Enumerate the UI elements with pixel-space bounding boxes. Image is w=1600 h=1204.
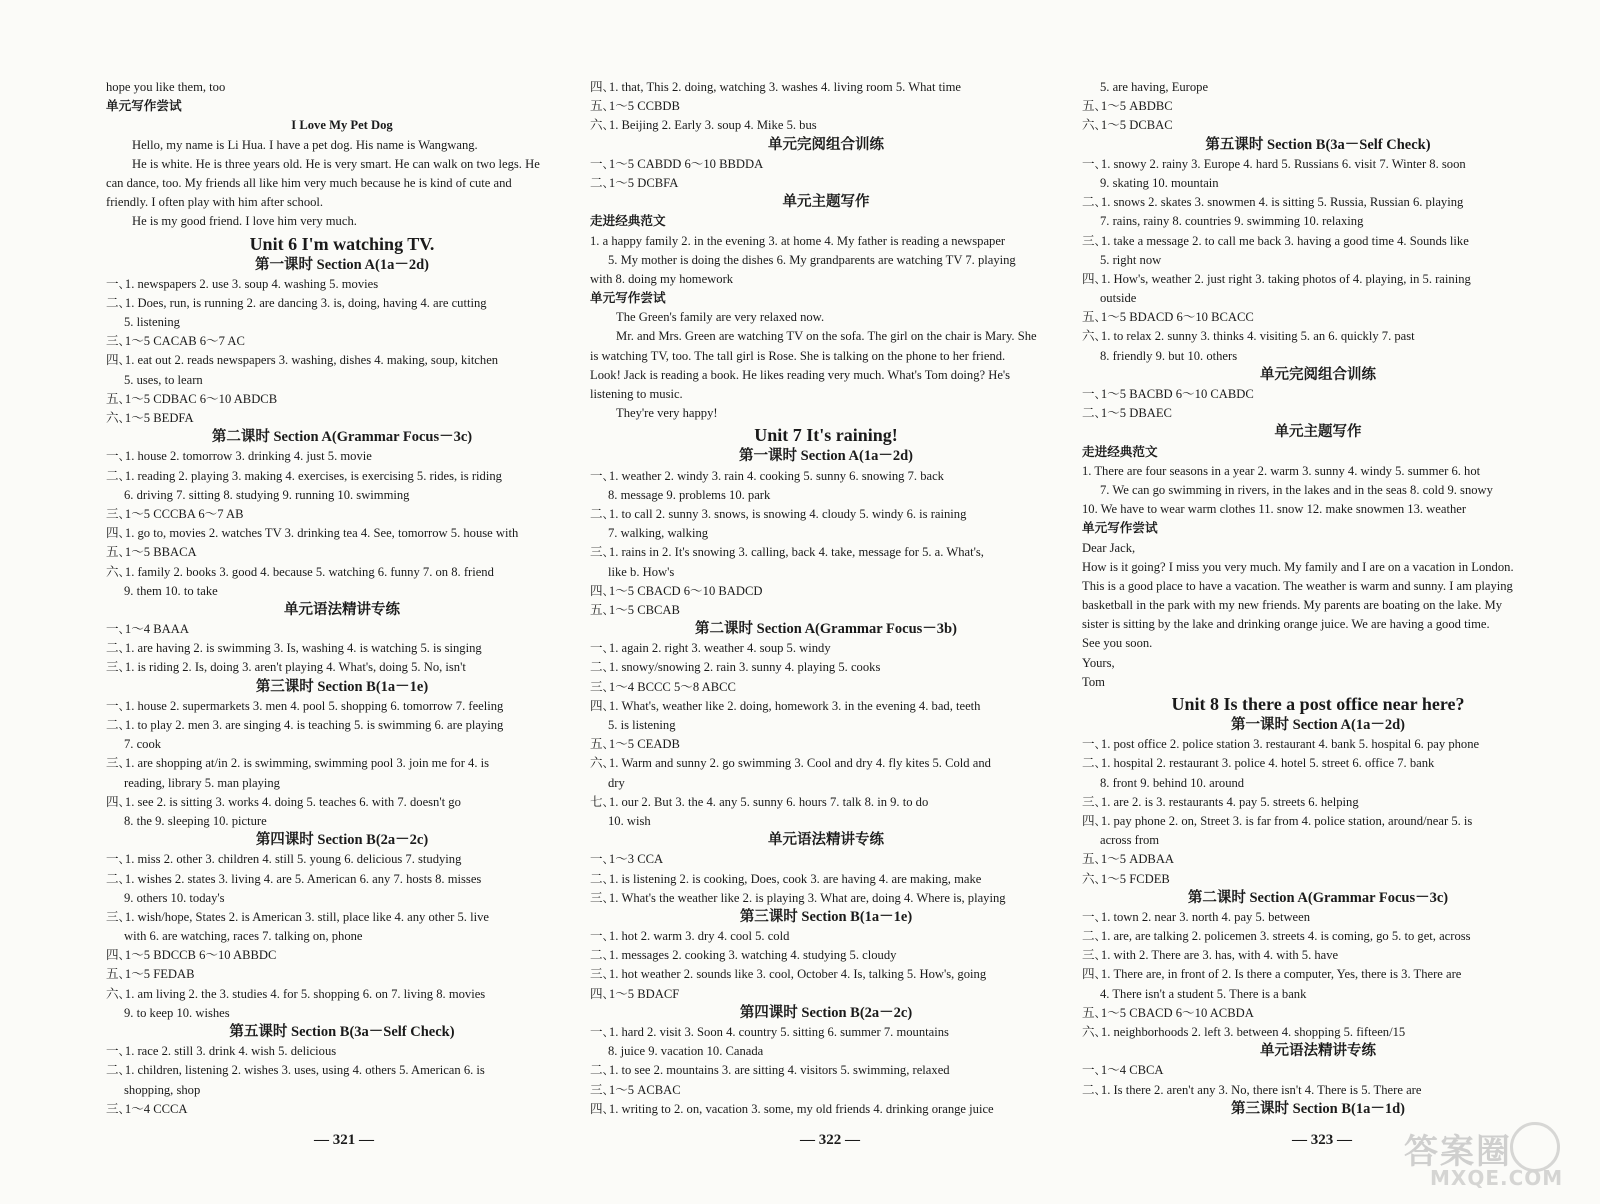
- answer-line: 五､1～5 CBCAB: [590, 602, 680, 617]
- section-heading: 单元主题写作: [1274, 424, 1362, 441]
- answer-line: Tom: [1082, 674, 1105, 689]
- answer-line: shopping, shop: [124, 1082, 201, 1097]
- answer-line: 8. friendly 9. but 10. others: [1100, 348, 1238, 363]
- answer-line: 二､1. are, are talking 2. policemen 3. streets 4. is coming, go 5. to get, across: [1082, 929, 1471, 944]
- answer-line: Look! Jack is reading a book. He likes reading very much. What's Tom doing? He's: [590, 367, 1011, 382]
- answer-line: 7. walking, walking: [608, 526, 709, 541]
- answer-line: 四､1. There are, in front of 2. Is there a computer, Yes, there is 3. There are: [1082, 967, 1462, 982]
- answer-line: 1. There are four seasons in a year 2. warm 3. sunny 4. windy 5. summer 6. hot: [1082, 463, 1481, 478]
- answer-line: 5. right now: [1100, 252, 1162, 267]
- answer-line: 一､1. race 2. still 3. drink 4. wish 5. delicious: [106, 1044, 337, 1059]
- answer-line: 二､1～5 DBAEC: [1082, 406, 1172, 421]
- answer-line: 五､1～5 ADBAA: [1082, 852, 1175, 867]
- answer-line: 五､1～5 BBACA: [106, 545, 197, 560]
- answer-line: 7. We can go swimming in rivers, in the lakes and in the seas 8. cold 9. snowy: [1100, 482, 1493, 497]
- answer-line: 一､1～4 BAAA: [106, 622, 189, 637]
- answer-line: 四､1～5 BDACF: [590, 986, 680, 1001]
- answer-line: 五､1～5 CDBAC 6～10 ABDCB: [106, 391, 278, 406]
- answer-line: 三､1～4 BCCC 5～8 ABCC: [590, 679, 736, 694]
- answer-line: 一､1. miss 2. other 3. children 4. still 5. young 6. delicious 7. studying: [106, 852, 462, 867]
- answer-line: 9. them 10. to take: [124, 583, 218, 598]
- answer-line: 三､1. What's the weather like 2. is playing 3. What are, doing 4. Where is, playing: [590, 890, 1006, 905]
- answer-line: with 8. doing my homework: [590, 271, 734, 286]
- answer-line: 五､1～5 BDACD 6～10 BCACC: [1082, 310, 1254, 325]
- answer-line: 7. cook: [124, 737, 162, 752]
- answer-line: They're very happy!: [616, 406, 718, 421]
- answer-line: 一､1～5 BACBD 6～10 CABDC: [1082, 387, 1254, 401]
- answer-line: 五､1～5 CCBDB: [590, 99, 680, 114]
- answer-line: 一､1. post office 2. police station 3. restaurant 4. bank 5. hospital 6. pay phone: [1082, 737, 1480, 752]
- answer-line: 二､1. is listening 2. is cooking, Does, cook 3. are having 4. are making, make: [590, 871, 982, 886]
- answer-line: 四､1. pay phone 2. on, Street 3. is far from 4. police station, around/near 5. is: [1082, 813, 1473, 828]
- lesson-heading: 第五课时 Section B(3a－Self Check): [229, 1024, 455, 1040]
- answer-line: 四､1. go to, movies 2. watches TV 3. drinking tea 4. See, tomorrow 5. house with: [106, 526, 519, 541]
- answer-line: hope you like them, too: [106, 80, 226, 94]
- page-number-322: — 322 —: [800, 1132, 860, 1148]
- watermark-logo-text: 答案圈: [1404, 1132, 1512, 1172]
- answer-line: 四､1. that, This 2. doing, watching 3. washes 4. living room 5. What time: [590, 80, 962, 94]
- answer-line: 5. are having, Europe: [1100, 80, 1209, 94]
- answer-line: 四､1. How's, weather 2. just right 3. taking photos of 4. playing, in 5. raining: [1082, 271, 1471, 286]
- answer-line: 三､1～5 ACBAC: [590, 1082, 681, 1097]
- answer-line: Mr. and Mrs. Green are watching TV on the sofa. The girl on the chair is Mary. She: [616, 329, 1037, 344]
- answer-line: 一､1～5 CABDD 6～10 BBDDA: [590, 156, 764, 171]
- section-heading: 单元完阅组合训练: [1260, 366, 1376, 383]
- answer-line: 四､1. eat out 2. reads newspapers 3. washing, dishes 4. making, soup, kitchen: [106, 353, 499, 368]
- answer-line: 三､1. with 2. There are 3. has, with 4. with 5. have: [1082, 948, 1339, 963]
- answer-line: 8. the 9. sleeping 10. picture: [124, 813, 267, 828]
- answer-line: 4. There isn't a student 5. There is a bank: [1100, 986, 1307, 1001]
- answer-line: 三､1～5 CACAB 6～7 AC: [106, 334, 245, 349]
- answer-line: 六､1～5 FCDEB: [1082, 871, 1170, 886]
- answer-line: 一､1. newspapers 2. use 3. soup 4. washing 5. movies: [106, 276, 379, 291]
- answer-line: reading, library 5. man playing: [124, 775, 280, 790]
- answer-line: 8. front 9. behind 10. around: [1100, 775, 1245, 790]
- answer-line: See you soon.: [1082, 636, 1153, 651]
- answer-line: 5. is listening: [608, 718, 676, 732]
- answer-line: 一､1. hard 2. visit 3. Soon 4. country 5. sitting 6. summer 7. mountains: [590, 1025, 949, 1039]
- subsection-label: 走进经典范文: [1082, 444, 1158, 459]
- answer-line: 六､1. family 2. books 3. good 4. because 5. watching 6. funny 7. on 8. friend: [106, 564, 494, 579]
- unit-title: Unit 8 Is there a post office near here?: [1171, 694, 1465, 714]
- answer-line: 三､1. take a message 2. to call me back 3. having a good time 4. Sounds like: [1082, 233, 1469, 248]
- answer-line: He is my good friend. I love him very much.: [132, 214, 357, 229]
- answer-line: 五､1～5 FEDAB: [106, 967, 195, 982]
- subsection-label: 单元写作尝试: [1082, 521, 1158, 536]
- subsection-label: 走进经典范文: [590, 214, 666, 229]
- unit-title: Unit 7 It's raining!: [754, 425, 898, 446]
- watermark-site-text: MXQE.COM: [1430, 1166, 1564, 1190]
- answer-line: 9. others 10. today's: [124, 890, 225, 905]
- page-number-323: — 323 —: [1292, 1132, 1352, 1148]
- answer-line: 5. My mother is doing the dishes 6. My grandparents are watching TV 7. playing: [608, 252, 1016, 267]
- watermark-logo: [1392, 1122, 1582, 1194]
- answer-line: 三､1. is riding 2. Is, doing 3. aren't playing 4. What's, doing 5. No, isn't: [106, 660, 466, 675]
- answer-line: 六､1～5 BEDFA: [106, 411, 194, 425]
- lesson-heading: 第一课时 Section A(1a－2d): [255, 256, 429, 273]
- answer-line: is watching TV, too. The tall girl is Rose. She is talking on the phone to her friend.: [590, 348, 1006, 363]
- answer-line: 二､1. wishes 2. states 3. living 4. are 5. American 6. any 7. hosts 8. misses: [106, 871, 482, 886]
- answer-line: 10. wish: [608, 813, 651, 828]
- answer-line: 三､1～4 CCCA: [106, 1101, 188, 1116]
- unit-title: Unit 6 I'm watching TV.: [249, 233, 435, 254]
- answer-line: outside: [1100, 291, 1137, 306]
- answer-line: with 6. are watching, races 7. talking on, phone: [124, 929, 363, 944]
- answer-line: 二､1. to play 2. men 3. are singing 4. is teaching 5. is swimming 6. are playing: [106, 718, 504, 732]
- answer-line: 四､1. What's, weather like 2. doing, homework 3. in the evening 4. bad, teeth: [590, 698, 981, 713]
- answer-line: 5. uses, to learn: [124, 372, 203, 387]
- answer-line: 三､1. hot weather 2. sounds like 3. cool, October 4. Is, talking 5. How's, going: [590, 967, 987, 982]
- answer-line: 7. rains, rainy 8. countries 9. swimming 10. relaxing: [1100, 214, 1364, 229]
- answer-line: 四､1～5 CBACD 6～10 BADCD: [590, 583, 763, 598]
- answer-line: 三､1. rains in 2. It's snowing 3. calling, back 4. take, message for 5. a. What's,: [590, 545, 984, 560]
- lesson-heading: 第四课时 Section B(2a－2c): [255, 832, 429, 849]
- lesson-heading: 第一课时 Section A(1a－2d): [739, 448, 913, 465]
- answer-line: 三､1～5 CCCBA 6～7 AB: [106, 506, 244, 521]
- answer-line: 二､1. to call 2. sunny 3. snows, is snowing 4. cloudy 5. windy 6. is raining: [590, 506, 967, 521]
- answer-line: 8. juice 9. vacation 10. Canada: [608, 1044, 764, 1059]
- answer-line: 六､1～5 DCBAC: [1082, 118, 1173, 133]
- answer-line: 二､1. hospital 2. restaurant 3. police 4. hotel 5. street 6. office 7. bank: [1082, 756, 1435, 771]
- essay-title: I Love My Pet Dog: [291, 118, 393, 133]
- column-page-322: [590, 78, 1062, 1119]
- answer-line: basketball in the park with my new friends. My parents are boating on the lake. My: [1082, 598, 1503, 613]
- answer-line: Hello, my name is Li Hua. I have a pet dog. His name is Wangwang.: [132, 137, 478, 152]
- watermark-circle-icon: [1510, 1122, 1560, 1172]
- section-heading: 单元完阅组合训练: [768, 136, 884, 153]
- page-number-321: — 321 —: [314, 1132, 374, 1148]
- answer-line: 二､1. snowy/snowing 2. rain 3. sunny 4. playing 5. cooks: [590, 660, 881, 675]
- answer-line: 六､1. Warm and sunny 2. go swimming 3. Cool and dry 4. fly kites 5. Cold and: [590, 756, 991, 771]
- lesson-heading: 第四课时 Section B(2a－2c): [739, 1004, 913, 1021]
- lesson-heading: 第三课时 Section B(1a－1e): [739, 908, 913, 925]
- answer-line: 二､1. messages 2. cooking 3. watching 4. studying 5. cloudy: [590, 948, 897, 963]
- column-page-323: [1082, 78, 1554, 1119]
- answer-line: listening to music.: [590, 387, 683, 401]
- answer-line: 五､1～5 CBACD 6～10 ACBDA: [1082, 1005, 1254, 1020]
- lesson-heading: 第一课时 Section A(1a－2d): [1231, 717, 1405, 733]
- answer-line: 二､1. reading 2. playing 3. making 4. exercises, is exercising 5. rides, is riding: [106, 468, 502, 483]
- answer-line: 10. We have to wear warm clothes 11. snow 12. make snowmen 13. weather: [1082, 502, 1467, 517]
- section-heading: 单元语法精讲专练: [284, 601, 400, 618]
- answer-line: like b. How's: [608, 564, 675, 579]
- answer-line: How is it going? I miss you very much. My family and I are on a vacation in London.: [1082, 559, 1514, 574]
- answer-line: 二､1. to see 2. mountains 3. are sitting 4. visitors 5. swimming, relaxed: [590, 1063, 950, 1078]
- answer-line: 二､1～5 DCBFA: [590, 175, 679, 190]
- section-heading: 单元语法精讲专练: [768, 832, 884, 849]
- answer-line: 七､1. our 2. But 3. the 4. any 5. sunny 6. hours 7. talk 8. in 9. to do: [590, 794, 929, 809]
- subsection-label: 单元写作尝试: [106, 99, 182, 114]
- answer-line: 三､1. are shopping at/in 2. is swimming, swimming pool 3. join me for 4. is: [106, 756, 490, 771]
- answer-line: 二､1. children, listening 2. wishes 3. uses, using 4. others 5. American 6. is: [106, 1063, 485, 1078]
- answer-line: sister is sitting by the lake and drinking orange juice. We are having a good time.: [1082, 617, 1490, 632]
- lesson-heading: 第五课时 Section B(3a－Self Check): [1205, 136, 1431, 153]
- answer-line: 一､1. snowy 2. rainy 3. Europe 4. hard 5. Russians 6. visit 7. Winter 8. soon: [1082, 156, 1466, 171]
- answer-line: 六､1. am living 2. the 3. studies 4. for 5. shopping 6. on 7. living 8. movies: [106, 986, 486, 1001]
- answer-line: 五､1～5 CEADB: [590, 737, 680, 752]
- answer-line: Yours,: [1082, 655, 1115, 670]
- answer-line: 二､1. are having 2. is swimming 3. Is, washing 4. is watching 5. is singing: [106, 641, 482, 656]
- section-heading: 单元主题写作: [782, 194, 870, 211]
- answer-line: 一､1. house 2. supermarkets 3. men 4. pool 5. shopping 6. tomorrow 7. feeling: [106, 698, 504, 713]
- answer-line: 二､1. Is there 2. aren't any 3. No, there isn't 4. There is 5. There are: [1082, 1082, 1422, 1097]
- subsection-label: 单元写作尝试: [590, 291, 666, 306]
- answer-line: He is white. He is three years old. He is very smart. He can walk on two legs. He: [132, 156, 540, 171]
- answer-line: 四､1. see 2. is sitting 3. works 4. doing 5. teaches 6. with 7. doesn't go: [106, 794, 461, 809]
- answer-line: 一､1. again 2. right 3. weather 4. soup 5. windy: [590, 641, 831, 656]
- answer-line: 三､1. are 2. is 3. restaurants 4. pay 5. streets 6. helping: [1082, 794, 1359, 809]
- answer-line: 9. skating 10. mountain: [1100, 175, 1219, 190]
- answer-line: dry: [608, 775, 625, 790]
- answer-line: friendly. I often play with him after school.: [106, 195, 324, 210]
- answer-line: 二､1. snows 2. skates 3. snowmen 4. is sitting 5. Russia, Russian 6. playing: [1082, 195, 1464, 210]
- answer-line: 9. to keep 10. wishes: [124, 1005, 230, 1020]
- answer-line: 一､1～3 CCA: [590, 852, 664, 867]
- lesson-heading: 第三课时 Section B(1a－1e): [255, 678, 429, 695]
- answer-line: 1. a happy family 2. in the evening 3. at home 4. My father is reading a newspaper: [590, 233, 1006, 248]
- answer-line: 8. message 9. problems 10. park: [608, 487, 771, 502]
- answer-line: 三､1. wish/hope, States 2. is American 3. still, place like 4. any other 5. live: [106, 909, 489, 924]
- answer-line: across from: [1100, 833, 1160, 848]
- answer-line: 四､1～5 BDCCB 6～10 ABBDC: [106, 948, 277, 963]
- answer-line: 四､1. writing to 2. on, vacation 3. some, my old friends 4. drinking orange juice: [590, 1101, 994, 1116]
- lesson-heading: 第二课时 Section A(Grammar Focus－3b): [695, 621, 957, 638]
- section-heading: 单元语法精讲专练: [1260, 1043, 1376, 1060]
- lesson-heading: 第二课时 Section A(Grammar Focus－3c): [211, 429, 473, 446]
- lesson-heading: 第二课时 Section A(Grammar Focus－3c): [1187, 889, 1449, 906]
- answer-line: 一､1. hot 2. warm 3. dry 4. cool 5. cold: [590, 929, 790, 944]
- answer-line: 5. listening: [124, 315, 180, 330]
- answer-line: 二､1. Does, run, is running 2. are dancing 3. is, doing, having 4. are cutting: [106, 295, 487, 310]
- answer-line: 六､1. Beijing 2. Early 3. soup 4. Mike 5. bus: [590, 118, 817, 133]
- answer-line: 一､1～4 CBCA: [1082, 1063, 1164, 1078]
- answer-line: Dear Jack,: [1082, 540, 1136, 555]
- answer-line: The Green's family are very relaxed now.: [616, 310, 825, 325]
- answer-line: 一､1. town 2. near 3. north 4. pay 5. between: [1082, 909, 1311, 924]
- lesson-heading: 第三课时 Section B(1a－1d): [1231, 1100, 1405, 1117]
- answer-line: 一､1. house 2. tomorrow 3. drinking 4. just 5. movie: [106, 449, 372, 464]
- answer-line: 五､1～5 ABDBC: [1082, 99, 1173, 114]
- answer-line: 6. driving 7. sitting 8. studying 9. running 10. swimming: [124, 487, 410, 502]
- answer-line: This is a good place to have a vacation. The weather is warm and sunny. I am playing: [1082, 578, 1513, 593]
- answer-line: 六､1. to relax 2. sunny 3. thinks 4. visiting 5. an 6. quickly 7. past: [1082, 329, 1415, 344]
- answer-line: 一､1. weather 2. windy 3. rain 4. cooking 5. sunny 6. snowing 7. back: [590, 468, 944, 483]
- column-page-321: [106, 78, 578, 1119]
- answer-line: can dance, too. My friends all like him very much because he is kind of cute and: [106, 175, 512, 190]
- answer-line: 六､1. neighborhoods 2. left 3. between 4. shopping 5. fifteen/15: [1082, 1025, 1406, 1039]
